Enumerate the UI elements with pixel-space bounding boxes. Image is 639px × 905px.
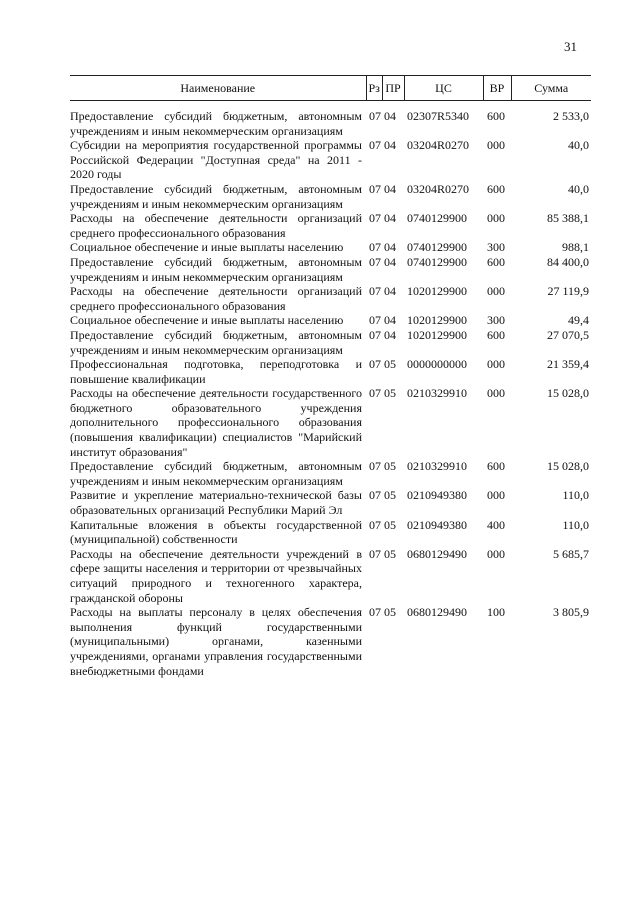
cell-pr: 04 [384, 109, 396, 123]
cell-pr: 05 [384, 517, 396, 532]
cell-rz: 07 [369, 211, 381, 226]
table-row [70, 182, 591, 211]
table-row [70, 605, 591, 678]
table-row [70, 386, 591, 459]
cell-vr: 600 [487, 327, 505, 342]
cell-sum: 110,0 [562, 488, 589, 503]
cell-cs: 1020129900 [407, 313, 467, 328]
cell-cs: 0210949380 [407, 488, 467, 503]
cell-sum: 49,4 [568, 313, 589, 328]
cell-sum: 5 685,7 [553, 546, 589, 561]
header-name: Наименование [70, 76, 366, 101]
cell-pr: 04 [384, 327, 396, 342]
table-header-row [70, 76, 591, 101]
cell-sum: 15 028,0 [547, 459, 589, 474]
cell-vr: 400 [487, 517, 505, 532]
table-row [70, 547, 591, 605]
cell-name: Предоставление субсидий бюджетным, автономным учреждениям и иным некоммерческим организациям [70, 181, 362, 211]
cell-pr: 05 [384, 357, 396, 372]
table-row [70, 357, 591, 386]
cell-pr: 04 [384, 254, 396, 269]
cell-vr: 600 [487, 109, 505, 123]
cell-name: Расходы на обеспечение деятельности государственного бюджетного образовательного учреждения дополнительного профессионального образования (повышения квалификации) специалистов "Марийский институт образования" [70, 386, 362, 459]
cell-vr: 000 [487, 211, 505, 226]
cell-cs: 0000000000 [407, 357, 467, 372]
cell-vr: 600 [487, 254, 505, 269]
cell-cs: 0740129900 [407, 240, 467, 255]
cell-sum: 988,1 [562, 240, 589, 255]
cell-vr: 300 [487, 313, 505, 328]
table-row [70, 328, 591, 357]
cell-vr: 000 [487, 284, 505, 299]
cell-sum: 110,0 [562, 517, 589, 532]
cell-pr: 04 [384, 211, 396, 226]
cell-pr: 04 [384, 138, 396, 153]
cell-cs: 0680129490 [407, 546, 467, 561]
cell-rz: 07 [369, 313, 381, 328]
cell-rz: 07 [369, 240, 381, 255]
cell-rz: 07 [369, 459, 381, 474]
cell-name: Социальное обеспечение и иные выплаты населению [70, 313, 344, 328]
budget-table [70, 75, 591, 678]
cell-vr: 000 [487, 138, 505, 153]
table-row [70, 138, 591, 182]
cell-name: Предоставление субсидий бюджетным, автономным учреждениям и иным некоммерческим организациям [70, 327, 362, 357]
cell-name: Расходы на обеспечение деятельности организаций среднего профессионального образования [70, 211, 362, 240]
cell-name: Субсидии на мероприятия государственной программы Российской Федерации "Доступная среда" на 2011 - 2020 годы [70, 138, 362, 182]
cell-name: Развитие и укрепление материально-технической базы образовательных организаций Республики Марий Эл [70, 488, 362, 518]
cell-sum: 21 359,4 [547, 357, 589, 372]
header-cs: ЦС [404, 76, 483, 101]
cell-rz: 07 [369, 284, 381, 299]
cell-rz: 07 [369, 327, 381, 342]
cell-cs: 0740129900 [407, 211, 467, 226]
cell-vr: 000 [487, 357, 505, 372]
cell-pr: 04 [384, 181, 396, 196]
cell-cs: 1020129900 [407, 284, 467, 299]
cell-name: Предоставление субсидий бюджетным, автономным учреждениям и иным некоммерческим организациям [70, 109, 362, 138]
cell-pr: 05 [384, 488, 396, 503]
table-row [70, 211, 591, 240]
cell-name: Профессиональная подготовка, переподготовка и повышение квалификации [70, 357, 362, 386]
cell-cs: 0210329910 [407, 459, 467, 474]
cell-sum: 85 388,1 [547, 211, 589, 226]
cell-rz: 07 [369, 546, 381, 561]
cell-cs: 0740129900 [407, 254, 467, 269]
cell-sum: 3 805,9 [553, 605, 589, 620]
table-row [70, 255, 591, 284]
cell-pr: 05 [384, 386, 396, 401]
cell-rz: 07 [369, 605, 381, 620]
page-number: 31 [564, 39, 577, 54]
table-row [70, 101, 591, 139]
cell-vr: 600 [487, 459, 505, 474]
cell-vr: 300 [487, 240, 505, 255]
cell-sum: 27 070,5 [547, 327, 589, 342]
cell-rz: 07 [369, 357, 381, 372]
cell-sum: 15 028,0 [547, 386, 589, 401]
cell-pr: 04 [384, 313, 396, 328]
header-rz: Рз [366, 76, 382, 101]
cell-name: Социальное обеспечение и иные выплаты населению [70, 240, 344, 255]
cell-rz: 07 [369, 386, 381, 401]
cell-vr: 000 [487, 546, 505, 561]
cell-vr: 100 [487, 605, 505, 620]
cell-name: Расходы на выплаты персоналу в целях обеспечения выполнения функций государственными (муниципальными) органами, казенными учреждениями, органами управления государственными внебюджетными фондами [70, 605, 362, 678]
cell-cs: 03204R0270 [407, 138, 470, 153]
cell-cs: 02307R5340 [407, 109, 470, 123]
header-sum: Сумма [511, 76, 591, 101]
cell-cs: 0680129490 [407, 605, 467, 620]
table-row [70, 488, 591, 517]
cell-pr: 05 [384, 459, 396, 474]
cell-name: Капитальные вложения в объекты государственной (муниципальной) собственности [70, 517, 362, 547]
cell-rz: 07 [369, 138, 381, 153]
table-row [70, 240, 591, 255]
cell-rz: 07 [369, 517, 381, 532]
cell-sum: 84 400,0 [547, 254, 589, 269]
table-row [70, 459, 591, 488]
cell-vr: 000 [487, 488, 505, 503]
cell-name: Расходы на обеспечение деятельности организаций среднего профессионального образования [70, 284, 362, 313]
cell-name: Предоставление субсидий бюджетным, автономным учреждениям и иным некоммерческим организациям [70, 459, 362, 488]
cell-pr: 05 [384, 546, 396, 561]
cell-vr: 600 [487, 181, 505, 196]
cell-rz: 07 [369, 254, 381, 269]
cell-pr: 04 [384, 240, 396, 255]
table-row [70, 518, 591, 547]
cell-rz: 07 [369, 109, 381, 123]
cell-rz: 07 [369, 488, 381, 503]
cell-sum: 40,0 [568, 138, 589, 153]
cell-name: Расходы на обеспечение деятельности учреждений в сфере защиты населения и территории от чрезвычайных ситуаций природного и техногенного характера, гражданской обороны [70, 546, 362, 605]
cell-rz: 07 [369, 181, 381, 196]
header-pr: ПР [382, 76, 404, 101]
cell-name: Предоставление субсидий бюджетным, автономным учреждениям и иным некоммерческим организациям [70, 254, 362, 284]
cell-cs: 1020129900 [407, 327, 467, 342]
table-row [70, 313, 591, 328]
cell-cs: 03204R0270 [407, 181, 470, 196]
cell-cs: 0210949380 [407, 517, 467, 532]
cell-pr: 05 [384, 605, 396, 620]
cell-sum: 40,0 [568, 181, 589, 196]
table-row [70, 284, 591, 313]
cell-cs: 0210329910 [407, 386, 467, 401]
cell-sum: 2 533,0 [553, 109, 589, 123]
cell-vr: 000 [487, 386, 505, 401]
header-vr: ВР [483, 76, 511, 101]
cell-sum: 27 119,9 [547, 284, 589, 299]
cell-pr: 04 [384, 284, 396, 299]
